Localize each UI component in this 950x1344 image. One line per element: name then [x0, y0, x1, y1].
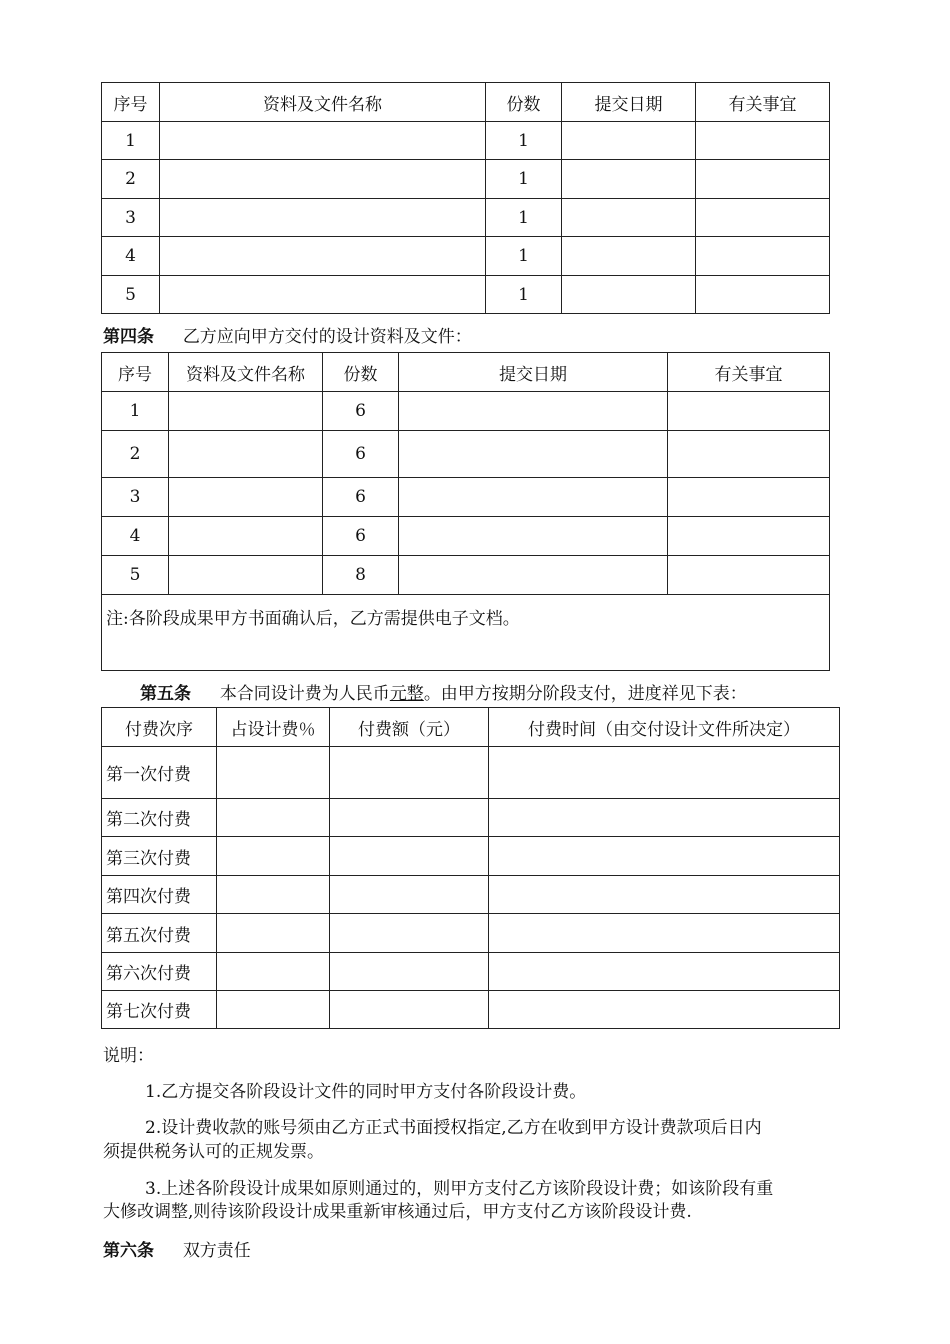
table-header-row: [102, 353, 830, 392]
table-cell: 1: [102, 122, 160, 160]
table-cell: 5: [102, 276, 160, 314]
article-5-text-after: 。由甲方按期分阶段支付，进度祥见下表：: [423, 684, 747, 704]
table-row: [102, 747, 840, 799]
article-5-label: 第五条: [140, 684, 191, 704]
table-cell: [562, 199, 696, 237]
table-row: [102, 392, 830, 431]
table-cell: 第七次付费: [102, 991, 217, 1029]
table-cell: [399, 431, 668, 478]
table-cell: [668, 478, 830, 517]
table-cell: [330, 837, 489, 876]
table-cell: 第五次付费: [102, 914, 217, 953]
table-cell: [668, 431, 830, 478]
table-cell: [330, 991, 489, 1029]
table-header-row: [102, 83, 830, 122]
table-cell: [169, 392, 323, 431]
table-cell: 1: [102, 392, 169, 431]
table-row: [102, 953, 840, 991]
table-cell: [330, 747, 489, 799]
table-cell: 8: [323, 556, 399, 595]
header-cell: 序号: [102, 353, 169, 392]
article-5-text-before: 本合同设计费为人民币: [219, 684, 390, 704]
table-cell: [399, 392, 668, 431]
table-row: [102, 276, 830, 314]
article-6-text: 双方责任: [182, 1241, 251, 1261]
table-cell: [169, 431, 323, 478]
article-5-amount-underline: 元整: [389, 684, 424, 704]
article-5-heading: [140, 679, 747, 704]
header-cell: 提交日期: [399, 353, 668, 392]
table-cell: [169, 478, 323, 517]
table-cell: [160, 276, 486, 314]
header-cell: 份数: [323, 353, 399, 392]
table-header-row: [102, 708, 840, 747]
table-cell: 第二次付费: [102, 799, 217, 837]
table-row: [102, 431, 830, 478]
table-cell: 6: [323, 517, 399, 556]
table-cell: [217, 799, 330, 837]
header-cell: 份数: [486, 83, 562, 122]
notes-title: 说明：: [103, 1046, 154, 1066]
header-cell: 资料及文件名称: [169, 353, 323, 392]
table-cell: [696, 160, 830, 199]
note-item-2-line-1: 2.设计费收款的账号须由乙方正式书面授权指定,乙方在收到甲方设计费款项后日内: [145, 1118, 762, 1138]
header-cell: 序号: [102, 83, 160, 122]
table-cell: [562, 160, 696, 199]
table-cell: [668, 517, 830, 556]
table-row: [102, 517, 830, 556]
table-cell: [399, 517, 668, 556]
table-row: [102, 237, 830, 276]
table-cell: 1: [486, 237, 562, 276]
table-cell: [562, 122, 696, 160]
table-cell: [217, 837, 330, 876]
table-cell: 第四次付费: [102, 876, 217, 914]
table-cell: 2: [102, 160, 160, 199]
table-cell: [399, 556, 668, 595]
table-row: [102, 799, 840, 837]
article-4-text: 乙方应向甲方交付的设计资料及文件：: [182, 327, 472, 347]
table-cell: [489, 799, 840, 837]
table-cell: 4: [102, 517, 169, 556]
table-cell: [696, 199, 830, 237]
table-cell: 3: [102, 478, 169, 517]
table-row: [102, 160, 830, 199]
table-cell: [160, 237, 486, 276]
header-cell: 有关事宜: [696, 83, 830, 122]
header-cell: 付费次序: [102, 708, 217, 747]
note-item-3-line-2: 大修改调整,则待该阶段设计成果重新审核通过后，甲方支付乙方该阶段设计费.: [103, 1202, 692, 1222]
article-4-heading: [103, 322, 472, 347]
table-cell: 第六次付费: [102, 953, 217, 991]
table-cell: 1: [486, 122, 562, 160]
header-cell: 资料及文件名称: [160, 83, 486, 122]
table-cell: [217, 991, 330, 1029]
table-cell: [489, 876, 840, 914]
table-row: [102, 478, 830, 517]
table-cell: [160, 160, 486, 199]
table-cell: [217, 953, 330, 991]
table-cell: [562, 237, 696, 276]
table-row: [102, 991, 840, 1029]
table-cell: 4: [102, 237, 160, 276]
article-4-label: 第四条: [103, 327, 154, 347]
table-cell: [668, 392, 830, 431]
table-cell: [562, 276, 696, 314]
table-cell: [217, 747, 330, 799]
table-cell: 6: [323, 392, 399, 431]
header-cell: 有关事宜: [668, 353, 830, 392]
table-cell: [696, 276, 830, 314]
article-6-label: 第六条: [103, 1241, 154, 1261]
article-6-heading: [103, 1236, 251, 1261]
table-cell: 6: [323, 431, 399, 478]
table-row: [102, 199, 830, 237]
table-cell: [489, 747, 840, 799]
table-cell: [489, 914, 840, 953]
header-cell: 付费额（元）: [330, 708, 489, 747]
table-cell: [696, 122, 830, 160]
table-cell: [330, 914, 489, 953]
table-cell: 1: [486, 276, 562, 314]
header-cell: 占设计费％: [217, 708, 330, 747]
submission-table-2: [101, 352, 830, 671]
table-cell: [330, 876, 489, 914]
note-item-1: 1.乙方提交各阶段设计文件的同时甲方支付各阶段设计费。: [145, 1082, 587, 1102]
header-cell: 付费时间（由交付设计文件所决定）: [489, 708, 840, 747]
table-cell: [399, 478, 668, 517]
table-cell: 3: [102, 199, 160, 237]
table-row: [102, 876, 840, 914]
table-row: [102, 914, 840, 953]
table-cell: 6: [323, 478, 399, 517]
table-note-row: [102, 595, 830, 671]
table-cell: 1: [486, 160, 562, 199]
table-cell: 5: [102, 556, 169, 595]
table-cell: [169, 556, 323, 595]
table-cell: [160, 122, 486, 160]
table-cell: 1: [486, 199, 562, 237]
table-row: [102, 122, 830, 160]
table-cell: [160, 199, 486, 237]
table-cell: [489, 837, 840, 876]
table-cell: [217, 914, 330, 953]
note-item-2-line-2: 须提供税务认可的正规发票。: [103, 1142, 324, 1162]
table-cell: [696, 237, 830, 276]
submission-table-1: [101, 82, 830, 314]
table-cell: 第三次付费: [102, 837, 217, 876]
table-cell: [489, 991, 840, 1029]
note-item-3-line-1: 3.上述各阶段设计成果如原则通过的，则甲方支付乙方该阶段设计费；如该阶段有重: [145, 1179, 774, 1199]
header-cell: 提交日期: [562, 83, 696, 122]
table-cell: [489, 953, 840, 991]
table-row: [102, 837, 840, 876]
table-cell: [668, 556, 830, 595]
payment-schedule-table: [101, 707, 840, 1029]
table-cell: [330, 953, 489, 991]
table-cell: 2: [102, 431, 169, 478]
table-cell: 第一次付费: [102, 747, 217, 799]
table-note: 注:各阶段成果甲方书面确认后，乙方需提供电子文档。: [102, 595, 830, 671]
table-row: [102, 556, 830, 595]
table-cell: [217, 876, 330, 914]
table-cell: [169, 517, 323, 556]
table-cell: [330, 799, 489, 837]
